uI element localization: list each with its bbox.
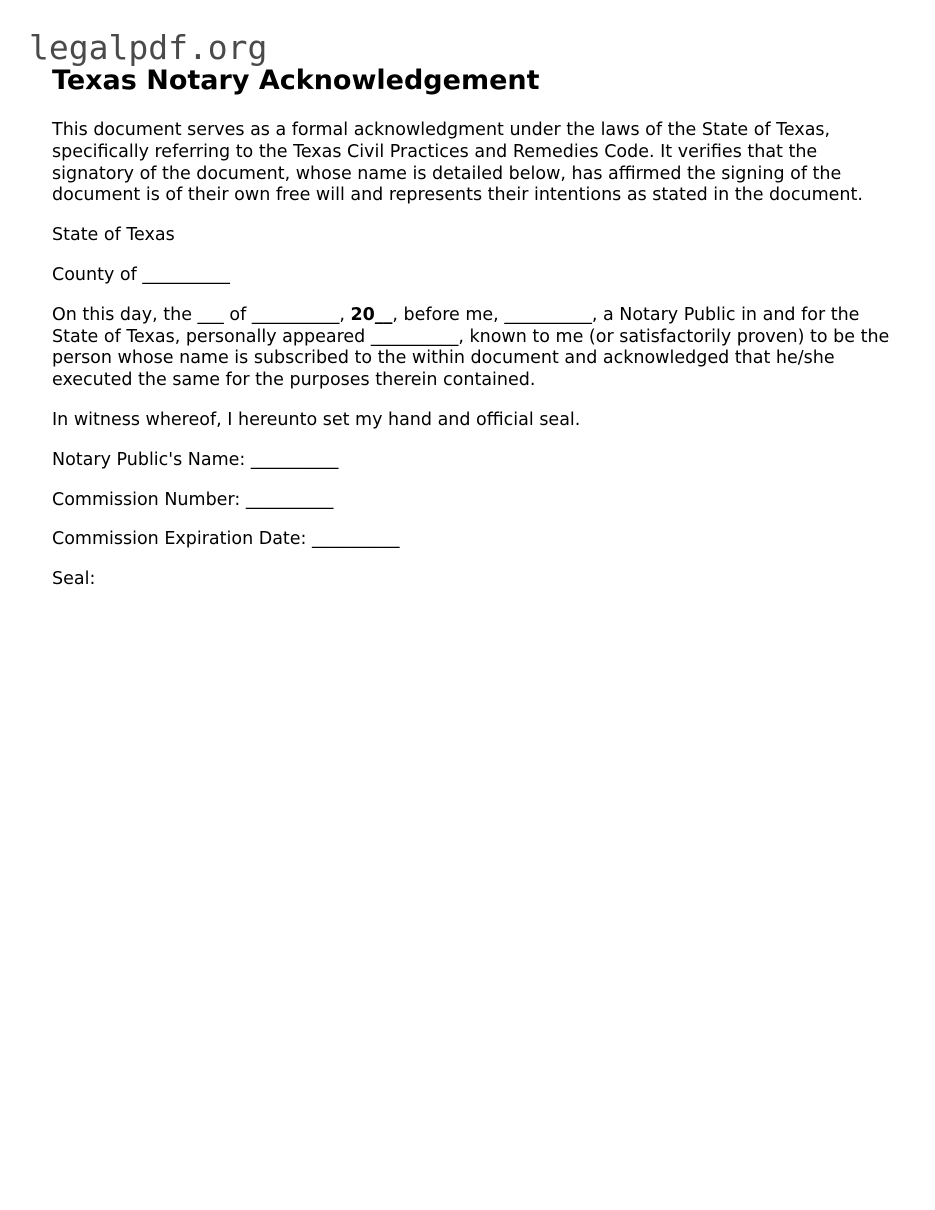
document-body — [52, 64, 892, 591]
witness-line: In witness whereof, I hereunto set my hand and official seal. — [52, 409, 581, 430]
ack-text-5: , known to me (or satisfactorily proven) to be the person whose name is subscribed to the within document and acknowledged that he/she executed the same for the purposes therein contained. — [52, 326, 890, 391]
commission-number-line — [52, 490, 892, 512]
day-blank: ___ — [197, 304, 224, 325]
commission-expiration-blank: __________ — [312, 529, 400, 550]
year-blank: 20__ — [350, 304, 393, 325]
seal-line: Seal: — [52, 569, 96, 590]
ack-text-2: of — [229, 304, 247, 325]
ack-text-4: , a Notary Public in and for the State of Texas, personally appeared — [52, 304, 860, 347]
notary-name-blank: __________ — [250, 449, 339, 470]
ack-text-3: , before me, — [392, 304, 499, 325]
commission-number-label: Commission Number: — [52, 489, 241, 510]
notary-blank: __________ — [504, 304, 592, 325]
month-blank: __________ — [251, 304, 340, 325]
county-label: County of — [52, 264, 137, 285]
county-blank: __________ — [142, 264, 230, 285]
ack-comma: , — [339, 304, 345, 325]
notary-name-label: Notary Public's Name: — [52, 449, 246, 470]
ack-text-1: On this day, the — [52, 304, 192, 325]
county-line — [52, 265, 892, 287]
commission-expiration-label: Commission Expiration Date: — [52, 529, 307, 550]
acknowledgement-paragraph — [52, 305, 892, 392]
watermark-logo: legalpdf.org — [29, 28, 268, 67]
person-blank: __________ — [370, 326, 459, 347]
document-title: Texas Notary Acknowledgement — [52, 65, 540, 96]
commission-expiration-line — [52, 529, 892, 551]
intro-paragraph: This document serves as a formal acknowledgment under the laws of the State of Texas, specifically referring to the Texas Civil Practices and Remedies Code. It verifies that the signatory of the document, whose name is detailed below, has affirmed the signing of the document is of their own free will and represents their intentions as stated in the document. — [52, 120, 863, 206]
notary-name-line — [52, 450, 892, 472]
state-line: State of Texas — [52, 225, 175, 246]
commission-number-blank: __________ — [245, 489, 334, 510]
